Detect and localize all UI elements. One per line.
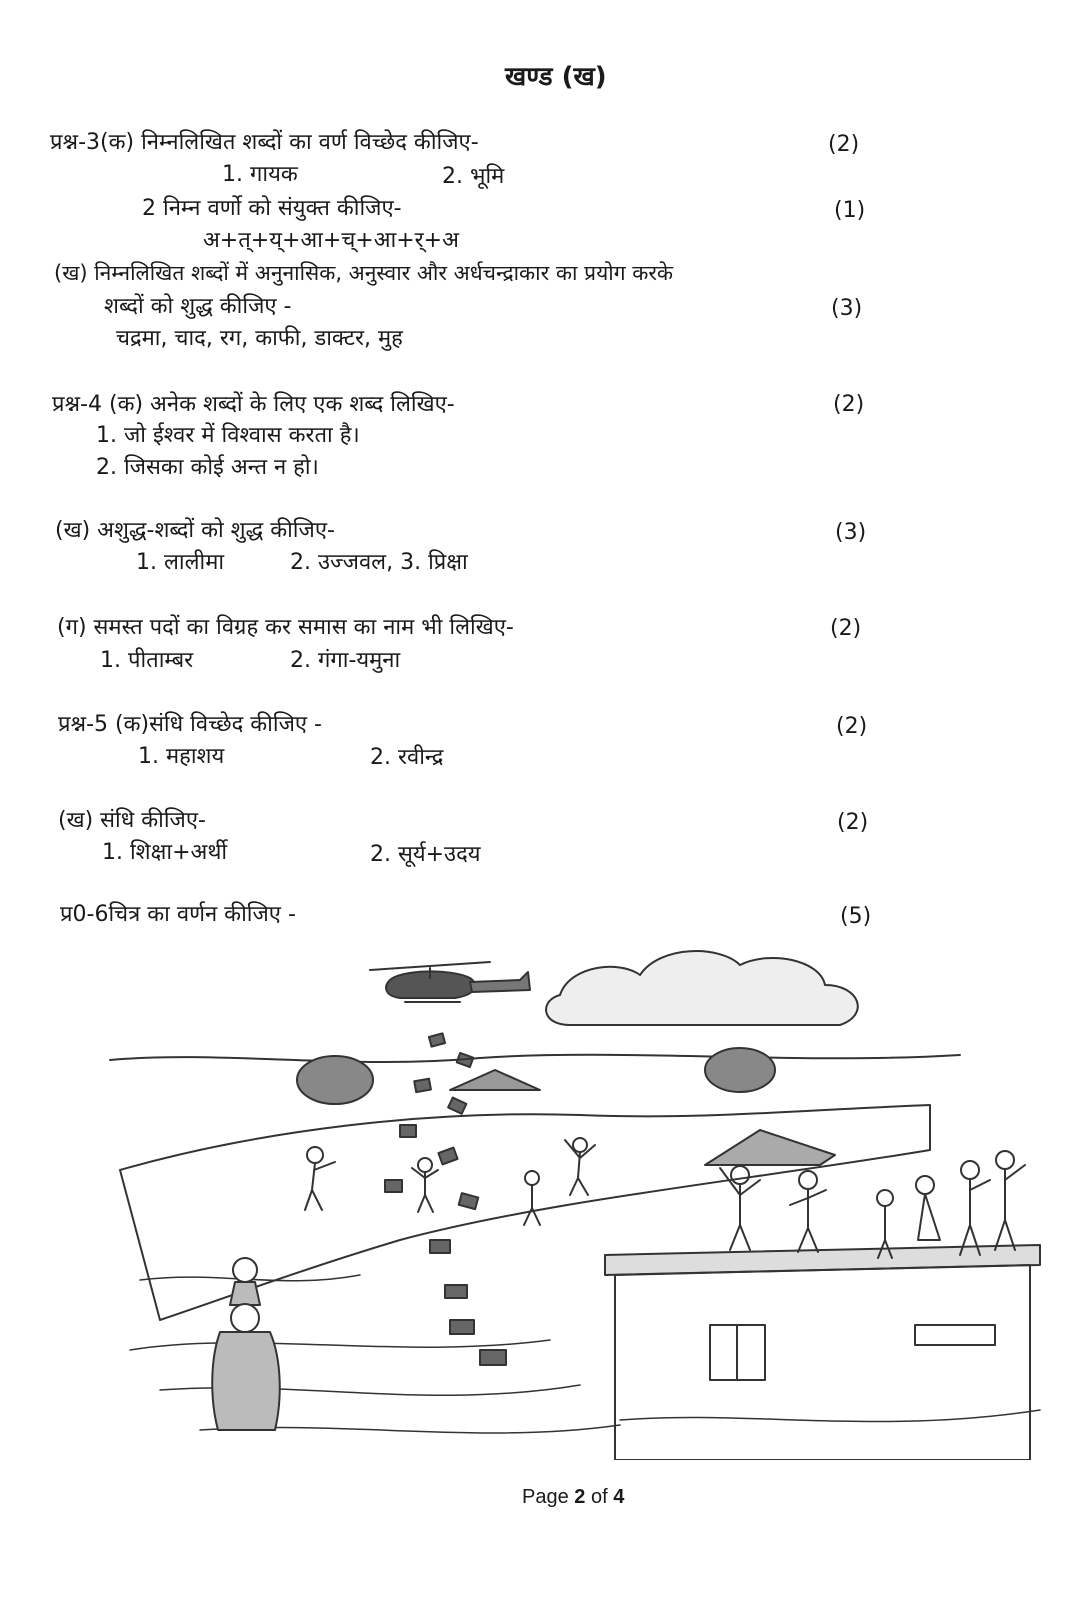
horizon (110, 1055, 960, 1062)
q3-ka-marks: (2) (828, 132, 860, 157)
q3-ka-item-1: 1. गायक (222, 162, 298, 187)
q4-kha-item-1: 1. लालीमा (136, 550, 225, 575)
q5-ka-marks: (2) (836, 714, 868, 739)
footer-prefix: Page (522, 1486, 575, 1508)
helicopter (370, 962, 530, 1002)
man-carrying-child (212, 1258, 280, 1430)
footer-total-pages: 4 (613, 1486, 625, 1508)
people-on-roof (720, 1151, 1025, 1258)
distant-hut (450, 1070, 540, 1090)
q4-ka-heading: प्रश्न-4 (क) अनेक शब्दों के लिए एक शब्द लिखिए- (52, 392, 455, 417)
q5-kha-item-1: 1. शिक्षा+अर्थी (102, 840, 228, 865)
q4-ka-item-1: 1. जो ईश्वर में विश्वास करता है। (96, 423, 360, 448)
q5-kha-heading: (ख) संधि कीजिए- (58, 808, 206, 833)
q5-kha-item-2: 2. सूर्य+उदय (370, 842, 481, 867)
flood-relief-illustration (100, 940, 1060, 1460)
roof-hut (705, 1130, 835, 1165)
q4-kha-item-2: 2. उज्जवल, 3. प्रिक्षा (290, 550, 468, 575)
q4-ga-heading: (ग) समस्त पदों का विग्रह कर समास का नाम भी लिखिए- (57, 615, 514, 640)
q4-ga-marks: (2) (830, 616, 862, 641)
q5-ka-item-2: 2. रवीन्द्र (370, 745, 444, 770)
q6-marks: (5) (840, 904, 872, 929)
q5-kha-marks: (2) (837, 810, 869, 835)
q4-kha-marks: (3) (835, 520, 867, 545)
q4-kha-heading: (ख) अशुद्ध-शब्दों को शुद्ध कीजिए- (55, 518, 335, 543)
q4-ka-marks: (2) (833, 392, 865, 417)
q3-kha-line-1: (ख) निम्नलिखित शब्दों में अनुनासिक, अनुस्वार और अर्धचन्द्राकार का प्रयोग करके (54, 261, 674, 285)
q5-ka-heading: प्रश्न-5 (क)संधि विच्छेद कीजिए - (58, 712, 322, 737)
q3-ka2-marks: (1) (834, 198, 866, 223)
q3-kha-marks: (3) (831, 296, 863, 321)
q3-kha-words: चद्रमा, चाद, रग, काफी, डाक्टर, मुह (116, 326, 403, 351)
q3-ka2-expression: अ+त्+य्+आ+च्+आ+र्+अ (203, 228, 459, 253)
page-title: खण्ड (ख) (505, 62, 607, 92)
cloud (546, 951, 858, 1025)
q3-ka2-heading: 2 निम्न वर्णो को संयुक्त कीजिए- (142, 196, 402, 221)
q3-ka-item-2: 2. भूमि (442, 164, 505, 189)
q4-ka-item-2: 2. जिसका कोई अन्त न हो। (96, 455, 319, 480)
q6-heading: प्र0-6चित्र का वर्णन कीजिए - (60, 902, 296, 927)
page-footer (522, 1482, 624, 1512)
q5-ka-item-1: 1. महाशय (138, 744, 225, 769)
q3-ka-heading: प्रश्न-3(क) निम्नलिखित शब्दों का वर्ण विच्छेद कीजिए- (50, 130, 479, 155)
q3-kha-line-2: शब्दों को शुद्ध कीजिए - (104, 294, 292, 319)
q4-ga-item-2: 2. गंगा-यमुना (290, 648, 401, 673)
q4-ga-item-1: 1. पीताम्बर (100, 648, 194, 673)
footer-current-page: 2 (574, 1486, 586, 1508)
house (605, 1245, 1040, 1460)
footer-middle: of (585, 1486, 614, 1508)
